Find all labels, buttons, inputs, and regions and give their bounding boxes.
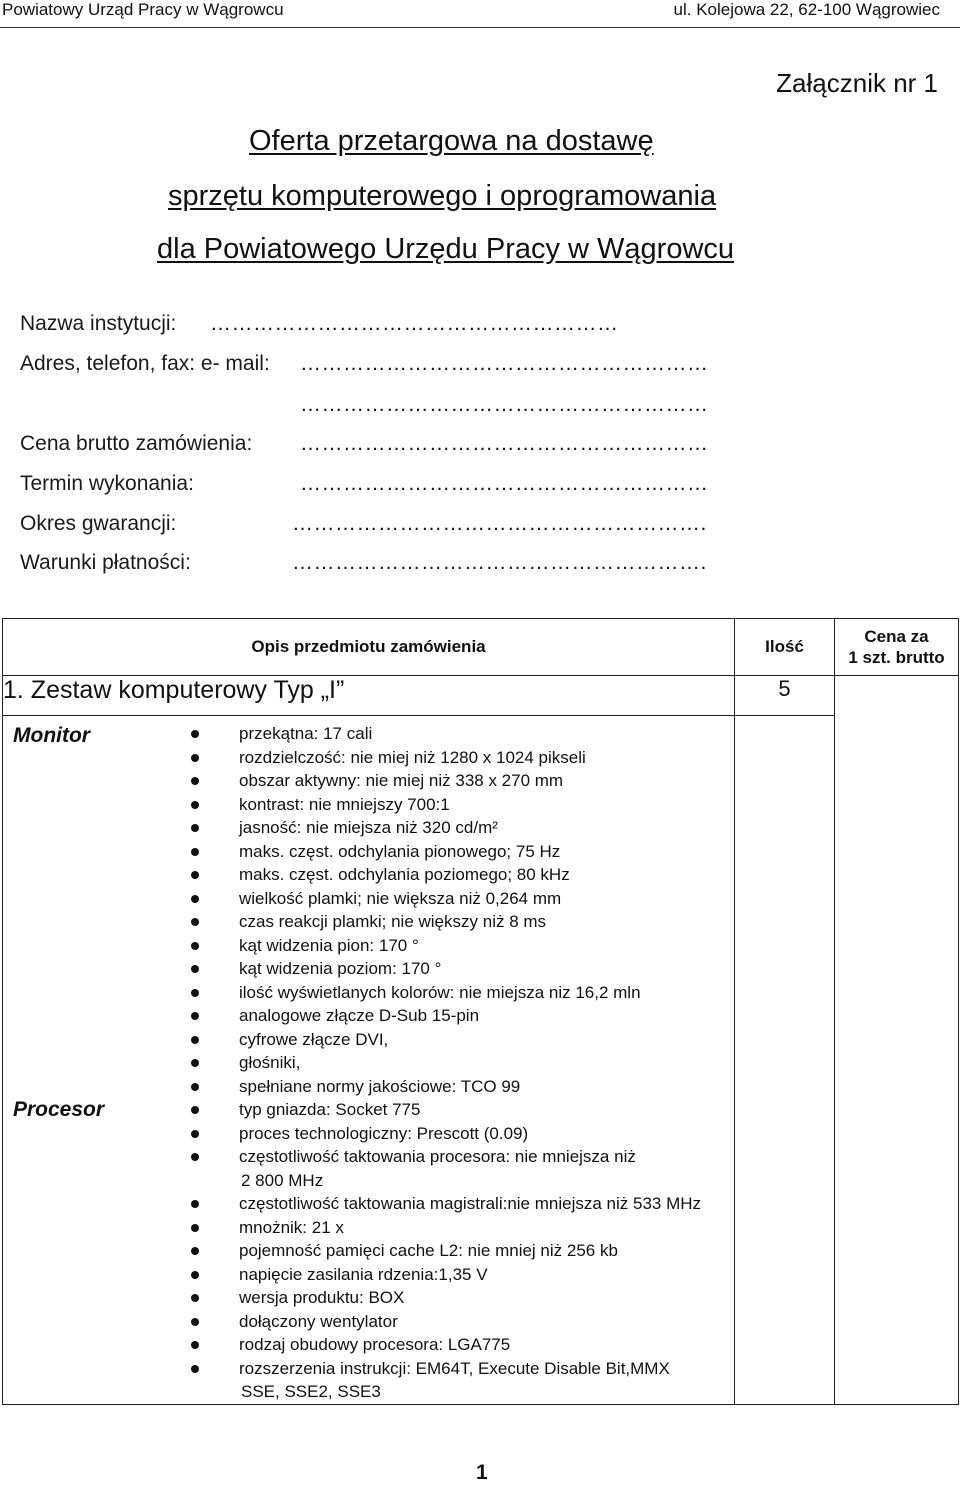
set-title: 1. Zestaw komputerowy Typ „I” (3, 676, 735, 716)
bullet-icon (191, 989, 199, 997)
bullet-icon (191, 1059, 199, 1067)
spec-item (3, 1004, 734, 1028)
bullet-icon (191, 1012, 199, 1020)
warranty-label: Okres gwarancji: (20, 512, 177, 535)
bullet-icon (191, 1200, 199, 1208)
spec-item-text: cyfrowe złącze DVI, (239, 1029, 389, 1049)
bullet-icon (191, 1247, 199, 1255)
spec-item (3, 1286, 734, 1310)
price-header-line-2: 1 szt. brutto (848, 648, 945, 667)
header-address: ul. Kolejowa 22, 62-100 Wągrowiec (673, 0, 940, 19)
payment-value: …………………………………………………. (292, 551, 707, 574)
title-line-3: dla Powiatowego Urzędu Pracy w Wągrowcu (157, 233, 735, 265)
spec-item-text: pojemność pamięci cache L2: nie mniej niż 256 kb (239, 1241, 618, 1260)
spec-item-text: kąt widzenia pion: 170 ° (239, 935, 419, 955)
bullet-icon (191, 965, 199, 973)
spec-item-text: rodzaj obudowy procesora: LGA775 (239, 1335, 511, 1354)
price-label: Cena brutto zamówienia: (20, 432, 253, 455)
spec-item (3, 863, 734, 887)
address-value-2: ………………………………………………… (300, 393, 709, 416)
bullet-icon (191, 1106, 199, 1114)
title-line-1: Oferta przetargowa na dostawę (249, 125, 654, 157)
spec-item-text: obszar aktywny: nie miej niż 338 x 270 mm (239, 771, 564, 790)
spec-item-text: kontrast: nie mniejszy 700:1 (239, 794, 450, 814)
spec-item (3, 793, 734, 817)
spec-item (3, 1263, 734, 1287)
title-line-2: sprzętu komputerowego i oprogramowania (168, 180, 717, 212)
spec-item (3, 887, 734, 911)
spec-item (3, 1380, 734, 1404)
spec-item (3, 1216, 734, 1240)
spec-item (3, 1169, 734, 1193)
spec-item (3, 816, 734, 840)
spec-item-text: dołączony wentylator (239, 1311, 398, 1331)
spec-item-text: mnożnik: 21 x (239, 1217, 344, 1237)
spec-item-text: rozszerzenia instrukcji: EM64T, Execute Disable Bit,MMX (239, 1358, 670, 1378)
monitor-spec-list (3, 722, 734, 1098)
spec-item-text: wersja produktu: BOX (239, 1288, 405, 1307)
spec-item-text: typ gniazda: Socket 775 (239, 1100, 421, 1119)
bullet-icon (191, 895, 199, 903)
bullet-icon (191, 942, 199, 950)
spec-item (3, 840, 734, 864)
price-header-line-1: Cena za (864, 627, 929, 646)
quantity-cell (735, 716, 835, 1405)
warranty-value: …………………………………………………. (292, 512, 707, 535)
quantity-header: Ilość (735, 619, 835, 676)
description-header: Opis przedmiotu zamówienia (3, 619, 735, 676)
spec-item (3, 1239, 734, 1263)
spec-item (3, 1357, 734, 1381)
bullet-icon (191, 1083, 199, 1091)
bullet-icon (191, 1271, 199, 1279)
bullet-icon (191, 777, 199, 785)
specification-table (2, 618, 959, 1405)
specs-cell (3, 716, 735, 1405)
bullet-icon (191, 1318, 199, 1326)
bullet-icon (191, 1036, 199, 1044)
spec-item (3, 957, 734, 981)
spec-item (3, 910, 734, 934)
processor-label: Procesor (13, 1098, 105, 1121)
bullet-icon (191, 1341, 199, 1349)
spec-item-text: jasność: nie miejsza niż 320 cd/m² (239, 818, 498, 837)
spec-item-text: analogowe złącze D-Sub 15-pin (239, 1006, 480, 1025)
spec-item-text: proces technologiczny: Prescott (0.09) (239, 1123, 529, 1143)
set-row (3, 676, 959, 716)
spec-item (3, 981, 734, 1005)
spec-item-text: rozdzielczość: nie miej niż 1280 x 1024 pikseli (239, 747, 586, 767)
monitor-label: Monitor (13, 724, 90, 747)
bullet-icon (191, 824, 199, 832)
spec-item-text: 2 800 MHz (241, 1170, 324, 1190)
spec-item-text: ilość wyświetlanych kolorów: nie miejsza niz 16,2 mln (239, 982, 641, 1002)
spec-item-text: częstotliwość taktowania procesora: nie mniejsza niż (239, 1147, 636, 1166)
spec-item-text: przekątna: 17 cali (239, 724, 373, 743)
deadline-value: ………………………………………………… (300, 472, 709, 495)
page-number: 1 (476, 1461, 488, 1484)
spec-item (3, 1098, 734, 1122)
spec-item (3, 722, 734, 746)
bullet-icon (191, 1365, 199, 1373)
spec-item-text: głośniki, (239, 1053, 301, 1072)
annex-label: Załącznik nr 1 (776, 68, 938, 98)
spec-item (3, 1051, 734, 1075)
bullet-icon (191, 848, 199, 856)
institution-value: ………………………………………………… (210, 312, 619, 335)
spec-item (3, 1075, 734, 1099)
bullet-icon (191, 730, 199, 738)
spec-item (3, 1028, 734, 1052)
set-quantity: 5 (735, 676, 835, 716)
bullet-icon (191, 1294, 199, 1302)
spec-item-text: SSE, SSE2, SSE3 (241, 1382, 381, 1401)
bullet-icon (191, 1130, 199, 1138)
header-institution: Powiatowy Urząd Pracy w Wągrowcu (2, 0, 284, 19)
spec-item (3, 1310, 734, 1334)
processor-spec-list (3, 1098, 734, 1404)
deadline-label: Termin wykonania: (20, 472, 194, 495)
spec-item-text: wielkość plamki; nie większa niż 0,264 mm (239, 888, 562, 908)
processor-group (3, 1098, 734, 1404)
institution-label: Nazwa instytucji: (20, 312, 177, 335)
spec-item (3, 746, 734, 770)
spec-item (3, 1122, 734, 1146)
bullet-icon (191, 1224, 199, 1232)
spec-item (3, 1333, 734, 1357)
bullet-icon (191, 871, 199, 879)
address-label: Adres, telefon, fax: e- mail: (20, 352, 270, 375)
table-header-row (3, 619, 959, 676)
price-header (835, 619, 959, 676)
spec-item (3, 934, 734, 958)
specs-row (3, 716, 959, 1405)
spec-item (3, 1145, 734, 1169)
payment-label: Warunki płatności: (20, 551, 191, 574)
spec-item-text: kąt widzenia poziom: 170 ° (239, 959, 442, 978)
bullet-icon (191, 918, 199, 926)
spec-item-text: napięcie zasilania rdzenia:1,35 V (239, 1264, 488, 1284)
header-divider (0, 27, 960, 28)
bullet-icon (191, 754, 199, 762)
price-cell (835, 676, 959, 1405)
spec-item-text: częstotliwość taktowania magistrali:nie mniejsza niż 533 MHz (239, 1194, 702, 1213)
price-value: ………………………………………………… (300, 432, 709, 455)
bullet-icon (191, 801, 199, 809)
monitor-group (3, 722, 734, 1098)
spec-item-text: maks. częst. odchylania poziomego; 80 kHz (239, 865, 570, 884)
spec-item-text: maks. częst. odchylania pionowego; 75 Hz (239, 841, 561, 861)
spec-item (3, 1192, 734, 1216)
bullet-icon (191, 1153, 199, 1161)
address-value: ………………………………………………… (300, 352, 709, 375)
spec-item-text: czas reakcji plamki; nie większy niż 8 ms (239, 912, 547, 931)
spec-item-text: spełniane normy jakościowe: TCO 99 (239, 1076, 521, 1096)
spec-item (3, 769, 734, 793)
